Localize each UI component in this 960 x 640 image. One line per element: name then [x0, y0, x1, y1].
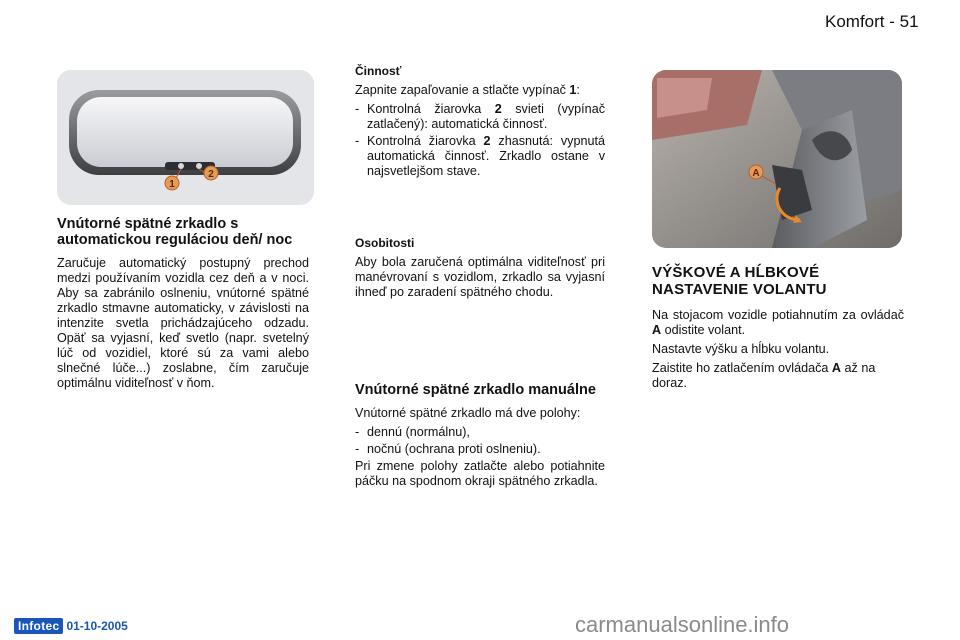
steering-p3-key: A [831, 361, 842, 375]
activity-paragraph [355, 83, 605, 98]
column-1 [57, 216, 309, 395]
steering-p1-key: A [652, 323, 662, 337]
column-2-manual [355, 382, 605, 493]
steering-figure [652, 70, 902, 248]
bullet-item: - Kontrolná žiarovka 2 svieti (vypínač zatlačený): automatická činnosť. [355, 102, 605, 131]
steering-p1-post: odistite volant. [664, 323, 746, 337]
bullet-1-pre: Kontrolná žiarovka [367, 102, 482, 116]
callout-1-label: 1 [169, 179, 175, 190]
column-3 [652, 264, 904, 395]
bullet-2-pre: Kontrolná žiarovka [367, 134, 476, 148]
manual-item-night: nočnú (ochrana proti oslneniu). [367, 442, 541, 456]
column-2 [355, 64, 605, 181]
steering-p3-pre: Zaistite ho zatlačením ovládača [652, 361, 829, 375]
infotec-logo: Infotec [14, 618, 63, 634]
bullet-1-key: 2 [494, 102, 502, 116]
steering-illustration [652, 70, 902, 248]
auto-mirror-paragraph: Zaručuje automatický postupný prechod medzi používaním vozidla cez deň a v noci. Aby sa zabránilo oslneniu, vnútorné spätné zrkadlo stmavne automaticky, v závislosti na intenzite svetla prichádzajúceho odzadu. Opäť sa vyjasní, keď svetlo (napr. svetelný lúč od vozidiel, ktoré sú za vami alebo slnečné lúče...) zoslabne, čím zaručuje optimálnu viditeľnosť v ňom. [57, 256, 309, 390]
heading-steering: VÝŠKOVÉ A HĹBKOVÉ NASTAVENIE VOLANTU [652, 264, 827, 298]
bullet-item: - Kontrolná žiarovka 2 zhasnutá: vypnutá automatická činnosť. Zrkadlo ostane v najsvetlejšom stave. [355, 134, 605, 178]
bullet-2-key: 2 [483, 134, 491, 148]
watermark: carmanualsonline.info [575, 612, 790, 637]
heading-special: Osobitosti [355, 236, 415, 250]
column-2-special [355, 236, 605, 304]
bullet-2-post: zhasnutá: vypnutá automatická činnosť. Zrkadlo ostane v najsvetlejšom stave. [367, 134, 605, 178]
steering-paragraph-2: Nastavte výšku a hĺbku volantu. [652, 342, 830, 356]
mirror-illustration [57, 70, 314, 205]
callout-2-label: 2 [208, 169, 214, 180]
heading-activity: Činnosť [355, 64, 402, 78]
manual-item: - nočnú (ochrana proti oslneniu). [355, 442, 605, 457]
section-heading-auto-mirror: Vnútorné spätné zrkadlo s automatickou reguláciou deň/ noc [57, 216, 293, 248]
footer-info [14, 618, 128, 634]
steering-paragraph-1 [652, 308, 904, 338]
heading-manual-mirror: Vnútorné spätné zrkadlo manuálne [355, 382, 596, 398]
steering-p3-post: až na doraz. [652, 361, 876, 390]
callout-a-label: A [752, 168, 760, 179]
activity-key: 1 [569, 83, 577, 97]
special-paragraph: Aby bola zaručená optimálna viditeľnosť pri manévrovaní s vozidlom, zrkadlo sa vyjasní ihneď po zaradení spätného chodu. [355, 255, 605, 299]
manual-item-day: dennú (normálnu), [367, 425, 470, 439]
page-title: Komfort - 51 [825, 12, 919, 31]
manual-paragraph: Pri zmene polohy zatlačte alebo potiahnite páčku na spodnom okraji spätného zrkadla. [355, 459, 605, 488]
mirror-figure [57, 70, 314, 205]
footer-date: 01-10-2005 [66, 619, 128, 633]
activity-colon: : [576, 83, 580, 97]
bullet-1-post: svieti (vypínač zatlačený): automatická činnosť. [367, 102, 605, 131]
manual-item: - dennú (normálnu), [355, 425, 605, 440]
steering-paragraph-3 [652, 361, 904, 391]
activity-intro: Zapnite zapaľovanie a stlačte vypínač [355, 83, 566, 97]
manual-intro: Vnútorné spätné zrkadlo má dve polohy: [355, 406, 581, 420]
steering-p1-pre: Na stojacom vozidle potiahnutím za ovládač [652, 308, 904, 322]
